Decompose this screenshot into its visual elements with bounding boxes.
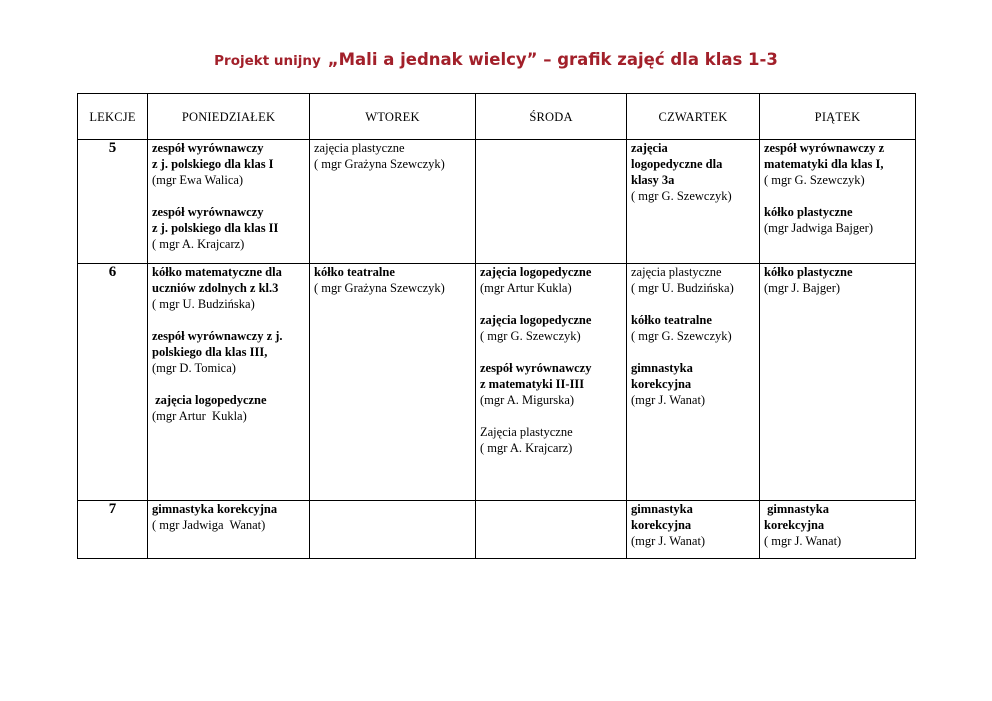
cell-czwartek xyxy=(627,140,760,264)
teacher-name: ( mgr J. Wanat) xyxy=(764,534,842,548)
activity-entry xyxy=(480,360,622,408)
cell-piatek xyxy=(760,264,916,501)
activity-entry xyxy=(152,392,305,424)
activity-name: z j. polskiego dla klas I xyxy=(152,157,274,171)
lesson-row-6 xyxy=(78,264,916,501)
teacher-name: zajęcia plastyczne xyxy=(631,265,722,279)
cell-sroda xyxy=(476,140,627,264)
teacher-name: ( mgr U. Budzińska) xyxy=(631,281,734,295)
activity-name: korekcyjna xyxy=(631,377,692,391)
activity-entry xyxy=(480,312,622,344)
activity-entry xyxy=(152,204,305,252)
activity-entry xyxy=(764,501,911,549)
teacher-name: ( mgr U. Budzińska) xyxy=(152,297,255,311)
lesson-number: 5 xyxy=(78,140,148,264)
activity-name: kółko teatralne xyxy=(631,313,712,327)
activity-name: gimnastyka xyxy=(631,361,693,375)
teacher-name: zajęcia plastyczne xyxy=(314,141,405,155)
activity-name: zajęcia logopedyczne xyxy=(152,393,267,407)
cell-wtorek xyxy=(310,501,476,559)
activity-name: zajęcia xyxy=(631,141,668,155)
header-cell-sroda: ŚRODA xyxy=(476,94,627,140)
activity-name: z j. polskiego dla klas II xyxy=(152,221,279,235)
teacher-name: (mgr A. Migurska) xyxy=(480,393,575,407)
activity-entry xyxy=(631,501,755,549)
activity-entry xyxy=(480,264,622,296)
activity-name: matematyki dla klas I, xyxy=(764,157,884,171)
teacher-name: (mgr Artur Kukla) xyxy=(480,281,572,295)
activity-name: klasy 3a xyxy=(631,173,675,187)
lesson-row-5 xyxy=(78,140,916,264)
activity-name: zespół wyrównawczy z j. xyxy=(152,329,283,343)
teacher-name: (mgr Artur Kukla) xyxy=(152,409,247,423)
teacher-name: ( mgr G. Szewczyk) xyxy=(764,173,865,187)
cell-wtorek xyxy=(310,264,476,501)
activity-entry xyxy=(631,312,755,344)
teacher-name: (mgr J. Wanat) xyxy=(631,393,706,407)
header-cell-piatek: PIĄTEK xyxy=(760,94,916,140)
activity-name: kółko plastyczne xyxy=(764,205,853,219)
teacher-name: (mgr J. Wanat) xyxy=(631,534,706,548)
lesson-number: 7 xyxy=(78,501,148,559)
teacher-name: ( mgr A. Krajcarz) xyxy=(152,237,245,251)
activity-name: polskiego dla klas III, xyxy=(152,345,268,359)
activity-name: uczniów zdolnych z kl.3 xyxy=(152,281,279,295)
cell-piatek xyxy=(760,501,916,559)
table-header xyxy=(78,94,916,140)
activity-name: kółko matematyczne dla xyxy=(152,265,282,279)
teacher-name: ( mgr G. Szewczyk) xyxy=(631,329,732,343)
cell-sroda xyxy=(476,264,627,501)
teacher-name: (mgr Jadwiga Bajger) xyxy=(764,221,873,235)
activity-name: gimnastyka xyxy=(631,502,693,516)
activity-entry xyxy=(764,140,911,188)
lesson-number: 6 xyxy=(78,264,148,501)
cell-sroda xyxy=(476,501,627,559)
teacher-name: (mgr J. Bajger) xyxy=(764,281,841,295)
activity-name: zespół wyrównawczy xyxy=(480,361,592,375)
activity-name: korekcyjna xyxy=(764,518,825,532)
activity-name: z matematyki II-III xyxy=(480,377,585,391)
activity-entry xyxy=(631,264,755,296)
cell-piatek xyxy=(760,140,916,264)
activity-entry xyxy=(152,328,305,376)
teacher-name: (mgr D. Tomica) xyxy=(152,361,236,375)
table-body xyxy=(78,140,916,559)
activity-name: gimnastyka xyxy=(764,502,829,516)
activity-name: zespół wyrównawczy xyxy=(152,141,264,155)
lesson-row-7 xyxy=(78,501,916,559)
header-cell-lekcje: LEKCJE xyxy=(78,94,148,140)
teacher-name: ( mgr Jadwiga Wanat) xyxy=(152,518,266,532)
cell-poniedzialek xyxy=(148,140,310,264)
activity-entry xyxy=(631,360,755,408)
activity-name: logopedyczne dla xyxy=(631,157,723,171)
teacher-name: ( mgr A. Krajcarz) xyxy=(480,441,573,455)
activity-name: kółko plastyczne xyxy=(764,265,853,279)
teacher-name: ( mgr G. Szewczyk) xyxy=(631,189,732,203)
activity-name: zajęcia logopedyczne xyxy=(480,313,592,327)
activity-name: zespół wyrównawczy xyxy=(152,205,264,219)
activity-entry xyxy=(314,264,471,296)
cell-czwartek xyxy=(627,501,760,559)
document-title xyxy=(0,50,992,69)
header-cell-poniedzialek: PONIEDZIAŁEK xyxy=(148,94,310,140)
teacher-name: ( mgr G. Szewczyk) xyxy=(480,329,581,343)
title-prefix: Projekt unijny xyxy=(214,53,321,69)
teacher-name: ( mgr Grażyna Szewczyk) xyxy=(314,157,445,171)
cell-poniedzialek xyxy=(148,501,310,559)
activity-entry xyxy=(314,140,471,172)
activity-entry xyxy=(152,140,305,188)
header-cell-czwartek: CZWARTEK xyxy=(627,94,760,140)
activity-entry xyxy=(152,501,305,533)
activity-entry xyxy=(631,140,755,204)
activity-name: kółko teatralne xyxy=(314,265,395,279)
header-cell-wtorek: WTOREK xyxy=(310,94,476,140)
cell-wtorek xyxy=(310,140,476,264)
activity-name: zajęcia logopedyczne xyxy=(480,265,592,279)
activity-entry xyxy=(480,424,622,456)
schedule-table xyxy=(77,93,916,559)
activity-entry xyxy=(152,264,305,312)
activity-name: gimnastyka korekcyjna xyxy=(152,502,278,516)
activity-name: korekcyjna xyxy=(631,518,692,532)
activity-name: zespół wyrównawczy z xyxy=(764,141,885,155)
title-main: „Mali a jednak wielcy” – grafik zajęć dla klas 1-3 xyxy=(327,50,778,69)
teacher-name: (mgr Ewa Walica) xyxy=(152,173,244,187)
cell-poniedzialek xyxy=(148,264,310,501)
activity-entry xyxy=(764,264,911,296)
teacher-name: Zajęcia plastyczne xyxy=(480,425,573,439)
header-row xyxy=(78,94,916,140)
cell-czwartek xyxy=(627,264,760,501)
teacher-name: ( mgr Grażyna Szewczyk) xyxy=(314,281,445,295)
activity-entry xyxy=(764,204,911,236)
